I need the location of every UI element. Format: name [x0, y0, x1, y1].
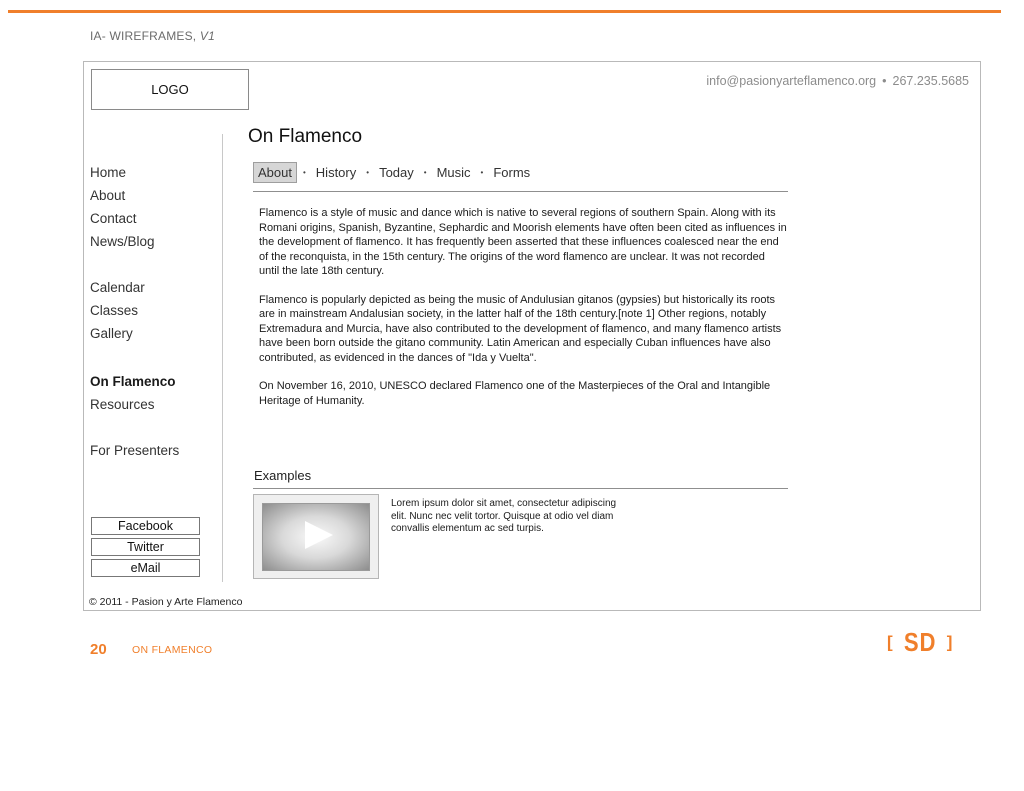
brand-bracket-right: ]: [946, 632, 953, 652]
article-paragraph: Flamenco is a style of music and dance which is native to several regions of southern Spain. Along with its Romani origins, Spanish, Byzantine, Sephardic and Moorish elements have often been cited as influences in the development of flamenco. It has frequently been asserted that these influences coalesced near the end of the reconquista, in the 15th century. The origins of the word flamenco are unclear. It was not recorded until the late 18th century.: [259, 207, 787, 277]
article-paragraph: Flamenco is popularly depicted as being the music of Andulusian gitanos (gypsies) but historically its roots are in mainstream Andalusian society, in the latter half of the 18th century.[note 1] Other regions, notably Extremadura and Murcia, have also contributed to the development of flamenco, and many flamenco artists have been born outside the gitano community. Latin American and especially Cuban influences have also contributed, as evidenced in the dances of "Ida y Vuelta".: [259, 293, 782, 364]
email-button[interactable]: eMail: [91, 559, 200, 577]
examples-heading: Examples: [254, 468, 312, 483]
article-body: [259, 206, 787, 422]
tab-about[interactable]: About: [253, 162, 297, 183]
video-thumbnail[interactable]: [253, 494, 379, 579]
sidebar-item-resources[interactable]: Resources: [90, 397, 155, 412]
section-label: ON FLAMENCO: [132, 644, 213, 656]
brand-bracket-left: [: [887, 632, 893, 652]
contact-email[interactable]: info@pasionyarteflamenco.org: [706, 74, 877, 88]
subnav-separator: •: [366, 168, 370, 177]
page-title: On Flamenco: [248, 126, 363, 147]
document-header-version: V1: [199, 29, 215, 43]
logo-label: LOGO: [151, 82, 189, 97]
sidebar-item-home[interactable]: Home: [90, 165, 127, 180]
facebook-button[interactable]: Facebook: [91, 517, 200, 535]
brand-logo: [887, 627, 952, 658]
tab-music[interactable]: Music: [436, 165, 471, 180]
twitter-button[interactable]: Twitter: [91, 538, 200, 556]
sidebar-item-about[interactable]: About: [90, 188, 126, 203]
copyright: © 2011 - Pasion y Arte Flamenco: [89, 596, 243, 608]
tab-forms[interactable]: Forms: [493, 165, 531, 180]
logo-placeholder[interactable]: [91, 69, 249, 110]
page-number: 20: [90, 641, 107, 658]
sidebar-item-news-blog[interactable]: News/Blog: [90, 234, 155, 249]
sidebar-divider: [222, 134, 223, 582]
sidebar-item-gallery[interactable]: Gallery: [90, 326, 133, 341]
sidebar-item-classes[interactable]: Classes: [90, 303, 139, 318]
contact-separator: •: [882, 74, 887, 88]
contact-info: [706, 74, 969, 88]
subnav-separator: •: [302, 168, 306, 177]
document-header-prefix: IA- WIREFRAMES,: [90, 29, 200, 43]
tab-today[interactable]: Today: [379, 165, 414, 180]
play-icon[interactable]: [305, 521, 333, 549]
sidebar-item-for-presenters[interactable]: For Presenters: [90, 443, 180, 458]
document-header: [90, 29, 215, 43]
contact-phone[interactable]: 267.235.5685: [892, 74, 969, 88]
sidebar-item-calendar[interactable]: Calendar: [90, 280, 145, 295]
subnav-separator: •: [423, 168, 427, 177]
subnav-separator: •: [480, 168, 484, 177]
sub-navigation: [253, 162, 534, 183]
subnav-divider: [253, 191, 788, 192]
example-description: Lorem ipsum dolor sit amet, consectetur adipiscing elit. Nunc nec velit tortor. Quisque at odio vel diam convallis elementum ac sed turpis.: [391, 498, 617, 534]
sidebar-item-on-flamenco[interactable]: On Flamenco: [90, 374, 176, 389]
video-frame: [262, 503, 370, 571]
brand-text: SD: [903, 627, 936, 657]
examples-divider: [253, 488, 788, 489]
sidebar-item-contact[interactable]: Contact: [90, 211, 137, 226]
tab-history[interactable]: History: [315, 165, 357, 180]
article-paragraph: On November 16, 2010, UNESCO declared Flamenco one of the Masterpieces of the Oral and Intangible Heritage of Humanity.: [259, 380, 771, 407]
top-accent-rule: [8, 10, 1001, 13]
